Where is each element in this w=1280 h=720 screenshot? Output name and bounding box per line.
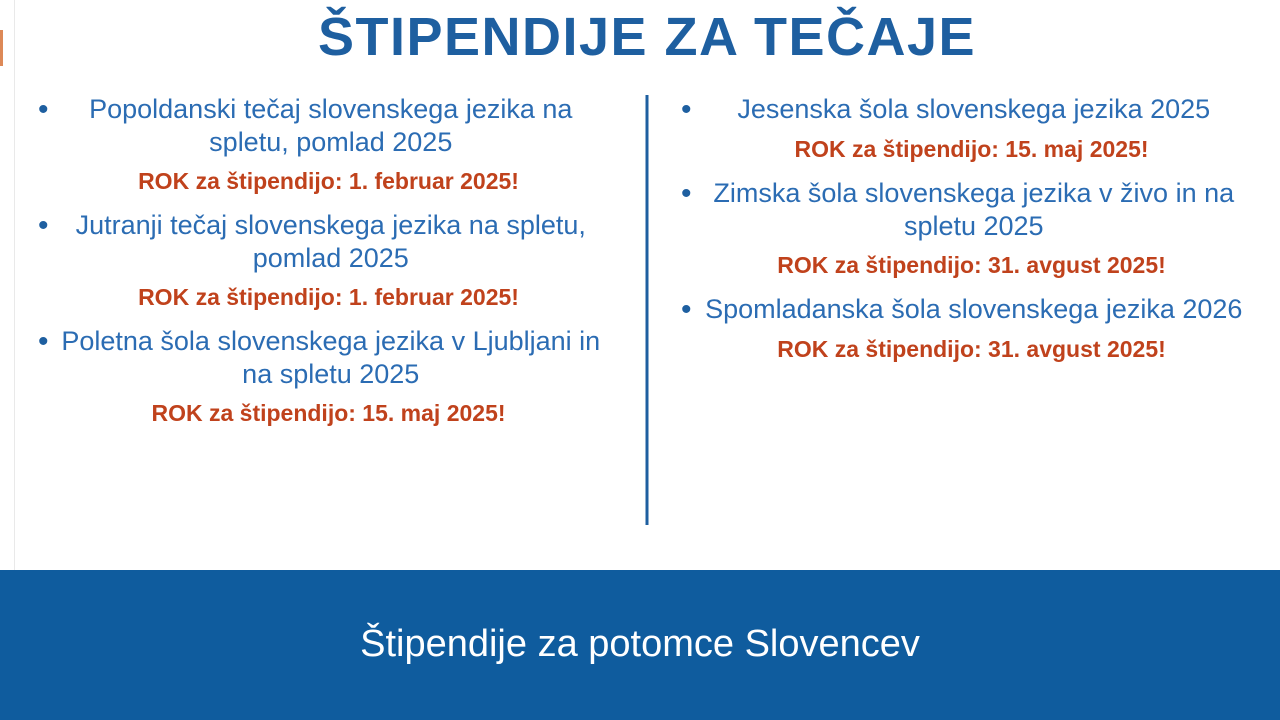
poster-column-left bbox=[14, 93, 647, 533]
list-item bbox=[681, 93, 1262, 163]
entry-head bbox=[681, 177, 1262, 243]
course-deadline: ROK za štipendijo: 15. maj 2025! bbox=[151, 400, 506, 427]
course-title: Zimska šola slovenskega jezika v živo in na spletu 2025 bbox=[713, 178, 1235, 242]
entry-head bbox=[38, 325, 619, 391]
poster-column-right bbox=[647, 93, 1280, 533]
entry-head bbox=[38, 209, 619, 275]
list-item bbox=[38, 209, 619, 311]
bullet-icon: • bbox=[38, 209, 49, 243]
course-deadline: ROK za štipendijo: 1. februar 2025! bbox=[138, 168, 519, 195]
bullet-icon: • bbox=[38, 93, 49, 127]
left-margin-strip bbox=[0, 0, 15, 570]
caption-bar bbox=[0, 570, 1280, 720]
course-deadline: ROK za štipendijo: 15. maj 2025! bbox=[794, 136, 1149, 163]
course-title: Spomladanska šola slovenskega jezika 2026 bbox=[705, 294, 1243, 325]
course-title: Jutranji tečaj slovenskega jezika na spletu, pomlad 2025 bbox=[75, 210, 586, 274]
bullet-icon: • bbox=[681, 177, 692, 211]
poster-image bbox=[14, 0, 1280, 575]
column-divider bbox=[646, 95, 649, 525]
bullet-icon: • bbox=[38, 325, 49, 359]
poster-columns bbox=[14, 93, 1280, 533]
caption-text: Štipendije za potomce Slovencev bbox=[360, 623, 920, 666]
list-item bbox=[38, 325, 619, 427]
bullet-icon: • bbox=[681, 93, 692, 127]
orange-tick-mark bbox=[0, 30, 3, 66]
course-deadline: ROK za štipendijo: 31. avgust 2025! bbox=[777, 252, 1166, 279]
bullet-icon: • bbox=[681, 293, 692, 327]
course-title: Poletna šola slovenskega jezika v Ljubljani in na spletu 2025 bbox=[61, 326, 601, 390]
course-deadline: ROK za štipendijo: 31. avgust 2025! bbox=[777, 336, 1166, 363]
course-deadline: ROK za štipendijo: 1. februar 2025! bbox=[138, 284, 519, 311]
entry-head bbox=[38, 93, 619, 159]
list-item bbox=[38, 93, 619, 195]
course-title: Popoldanski tečaj slovenskega jezika na spletu, pomlad 2025 bbox=[89, 94, 573, 158]
list-item bbox=[681, 293, 1262, 363]
entry-head bbox=[681, 293, 1262, 327]
entry-head bbox=[681, 93, 1262, 127]
course-title: Jesenska šola slovenskega jezika 2025 bbox=[737, 94, 1211, 125]
poster-title: ŠTIPENDIJE ZA TEČAJE bbox=[317, 7, 977, 67]
list-item bbox=[681, 177, 1262, 279]
